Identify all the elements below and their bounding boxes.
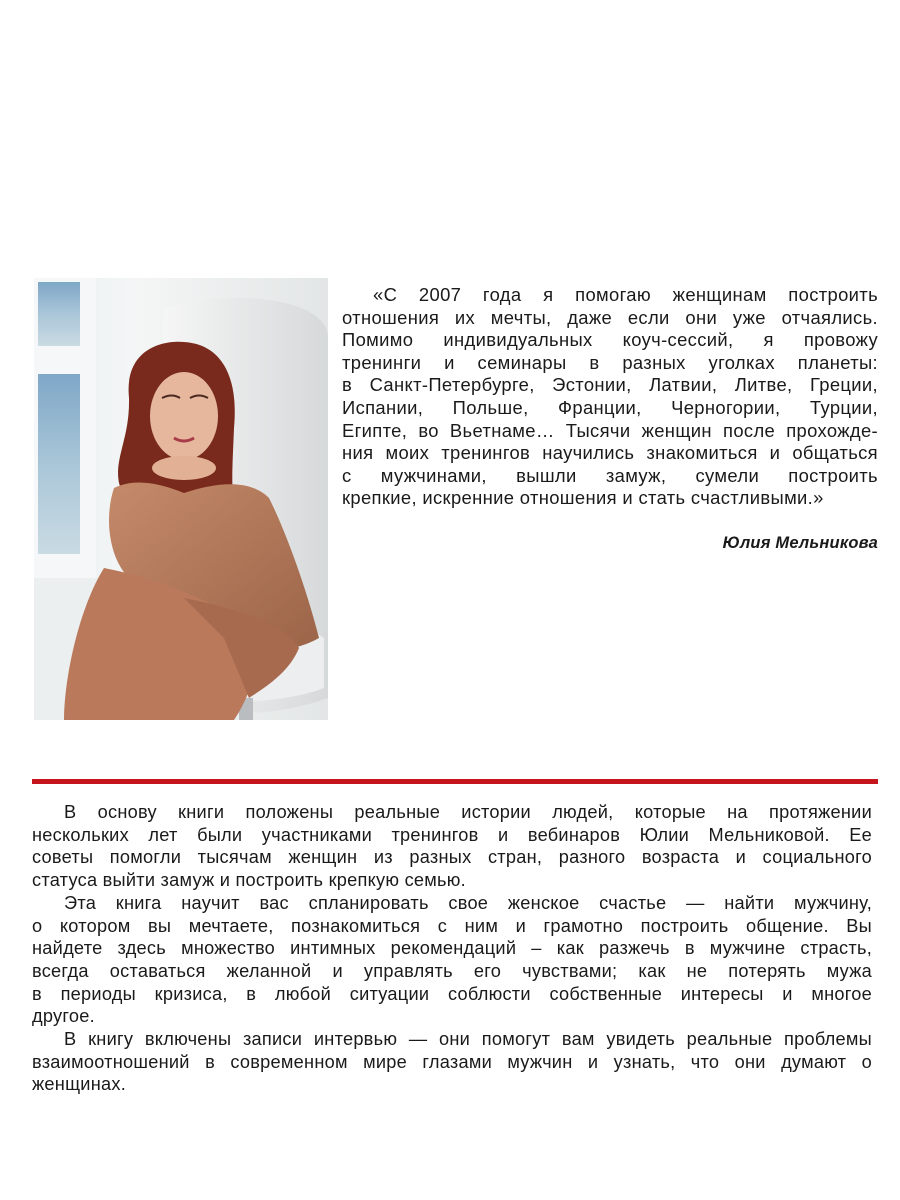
quote-line: тренинги и семинары в разных уголках планеты: [342, 351, 878, 373]
body-line: статуса выйти замуж и построить крепкую семью. [32, 870, 466, 891]
author-photo [34, 278, 328, 720]
quote-author: Юлия Мельникова [722, 534, 878, 552]
quote-line: с мужчинами, вышли замуж, сумели построить [342, 464, 878, 486]
quote-line: ния моих тренингов научились знакомиться и общаться [342, 442, 878, 464]
quote-line: «С 2007 года я помогаю женщинам построить [373, 284, 878, 305]
body-line: всегда оставаться желанной и управлять его чувствами; как не потерять мужа [32, 960, 872, 981]
body-line: другое. [32, 1006, 95, 1027]
body-line: женщинах. [32, 1074, 127, 1095]
book-description [32, 801, 872, 1096]
body-line: В книгу включены записи интервью — они помогут вам увидеть реальные проблемы [64, 1029, 872, 1050]
quote-line: Помимо индивидуальных коуч-сессий, я провожу [342, 329, 878, 351]
body-line: в периоды кризиса, в любой ситуации соблюсти собственные интересы и многое [32, 983, 872, 1004]
body-line: о котором вы мечтаете, познакомиться с ним и грамотно построить общение. Вы [32, 915, 872, 936]
quote-line: Египте, во Вьетнаме… Тысячи женщин после прохожде- [342, 419, 878, 441]
body-line: В основу книги положены реальные истории людей, которые на протяжении [64, 802, 872, 822]
body-line: найдете здесь множество интимных рекомендаций – как разжечь в мужчине страсть, [32, 938, 872, 959]
body-line: Эта книга научит вас спланировать свое женское счастье — найти мужчину, [64, 892, 872, 913]
quote-line: отношения их мечты, даже если они уже отчаялись. [342, 306, 878, 328]
body-line: взаимоотношений в современном мире глазами мужчин и узнать, что они думают о [32, 1051, 872, 1072]
body-line: нескольких лет были участниками тренингов и вебинаров Юлии Мельниковой. Ее [32, 824, 872, 845]
quote-line: крепкие, искренние отношения и стать счастливыми.» [342, 487, 824, 509]
quote-line: Испании, Польше, Франции, Черногории, Турции, [342, 396, 878, 418]
author-quote [342, 284, 878, 510]
body-line: советы помогли тысячам женщин из разных стран, разного возраста и социального [32, 847, 872, 868]
quote-line: в Санкт-Петербурге, Эстонии, Латвии, Литве, Греции, [342, 374, 878, 396]
section-divider [32, 779, 878, 784]
author-portrait-illustration [34, 278, 328, 720]
quote-block [342, 284, 878, 510]
